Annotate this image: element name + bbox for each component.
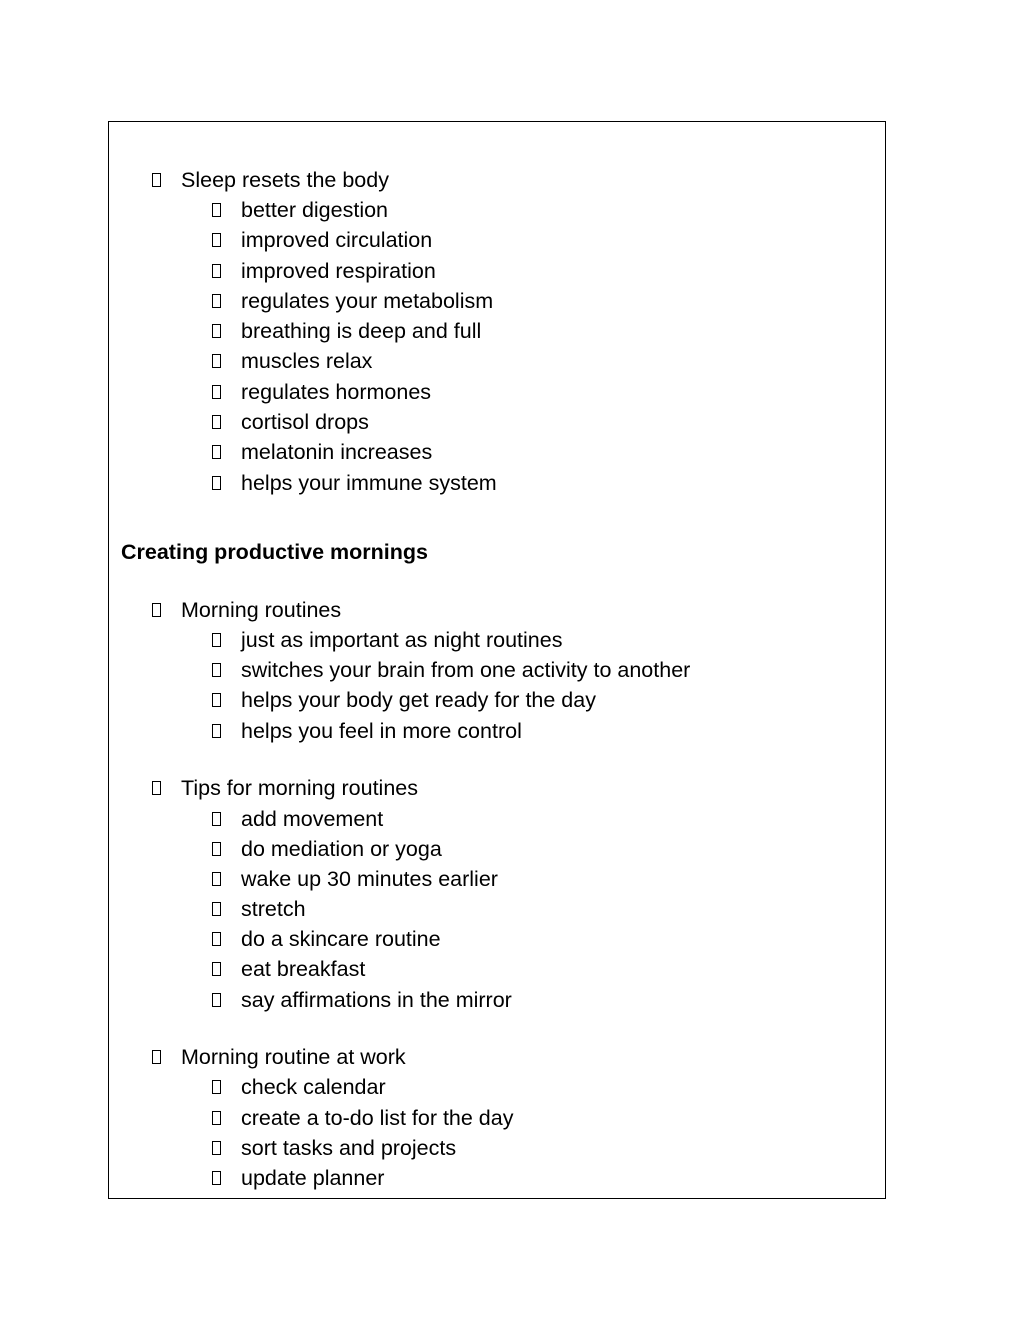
checkbox-icon [212, 445, 221, 459]
checkbox-icon [212, 663, 221, 677]
checkbox-icon [212, 354, 221, 368]
checkbox-icon [212, 294, 221, 308]
checkbox-icon [212, 476, 221, 490]
checkbox-icon [212, 902, 221, 916]
checkbox-icon [212, 693, 221, 707]
checkbox-icon [212, 1171, 221, 1185]
checkbox-icon [152, 603, 161, 617]
checkbox-icon [212, 233, 221, 247]
checkbox-icon [212, 633, 221, 647]
checkbox-icon [212, 324, 221, 338]
checkbox-icon [212, 203, 221, 217]
checkbox-icon [212, 1141, 221, 1155]
checkbox-icon [212, 264, 221, 278]
checkbox-icon [212, 872, 221, 886]
checkbox-icon [212, 1111, 221, 1125]
checkbox-icon [212, 842, 221, 856]
checkbox-icon [212, 932, 221, 946]
checkbox-icon [212, 1080, 221, 1094]
checkbox-icon [212, 993, 221, 1007]
section-heading: Creating productive mornings [121, 540, 429, 564]
checkbox-icon [212, 415, 221, 429]
checkbox-icon [212, 812, 221, 826]
checkbox-icon [152, 781, 161, 795]
checkbox-icon [212, 385, 221, 399]
checkbox-icon [152, 173, 161, 187]
checkbox-icon [152, 1050, 161, 1064]
checkbox-icon [212, 724, 221, 738]
checkbox-icon [212, 962, 221, 976]
